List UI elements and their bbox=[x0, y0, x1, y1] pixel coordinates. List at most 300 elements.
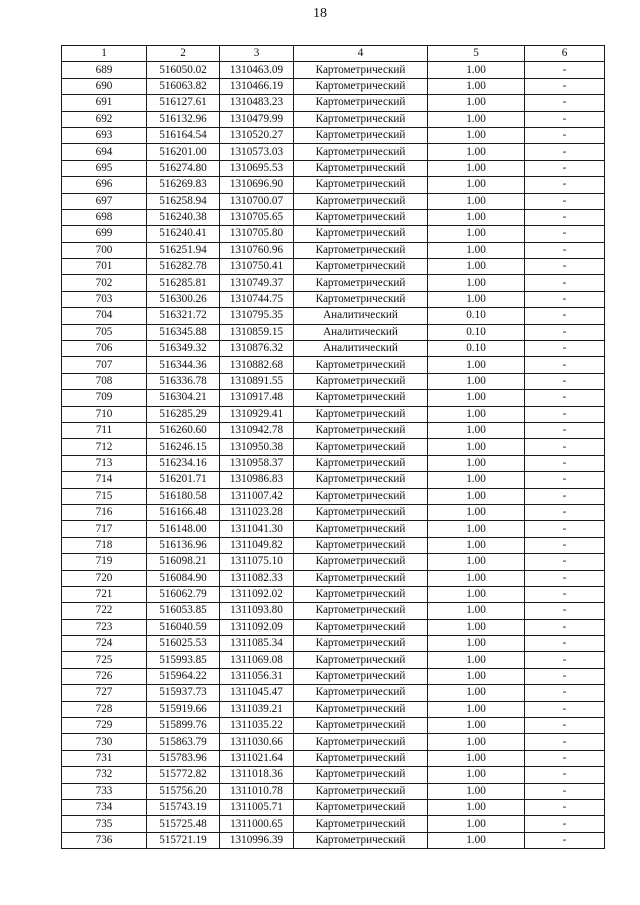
table-row bbox=[62, 537, 605, 553]
accuracy-cell: 1.00 bbox=[428, 275, 525, 291]
method-cell: Картометрический bbox=[294, 783, 428, 799]
x-coordinate-cell: 516349.32 bbox=[147, 341, 220, 357]
x-coordinate-cell: 516025.53 bbox=[147, 636, 220, 652]
x-coordinate-cell: 516304.21 bbox=[147, 390, 220, 406]
note-cell: - bbox=[525, 308, 605, 324]
x-coordinate-cell: 516336.78 bbox=[147, 373, 220, 389]
y-coordinate-cell: 1311049.82 bbox=[220, 537, 294, 553]
column-header: 4 bbox=[294, 46, 428, 62]
note-cell: - bbox=[525, 226, 605, 242]
note-cell: - bbox=[525, 734, 605, 750]
table-row bbox=[62, 750, 605, 766]
table-row bbox=[62, 504, 605, 520]
method-cell: Картометрический bbox=[294, 685, 428, 701]
table-row bbox=[62, 144, 605, 160]
y-coordinate-cell: 1311041.30 bbox=[220, 521, 294, 537]
table-row bbox=[62, 406, 605, 422]
accuracy-cell: 1.00 bbox=[428, 111, 525, 127]
table-row bbox=[62, 685, 605, 701]
y-coordinate-cell: 1310859.15 bbox=[220, 324, 294, 340]
point-number-cell: 693 bbox=[62, 127, 147, 143]
note-cell: - bbox=[525, 832, 605, 848]
y-coordinate-cell: 1311082.33 bbox=[220, 570, 294, 586]
point-number-cell: 722 bbox=[62, 603, 147, 619]
y-coordinate-cell: 1311085.34 bbox=[220, 636, 294, 652]
y-coordinate-cell: 1311018.36 bbox=[220, 767, 294, 783]
accuracy-cell: 1.00 bbox=[428, 78, 525, 94]
accuracy-cell: 1.00 bbox=[428, 373, 525, 389]
x-coordinate-cell: 516136.96 bbox=[147, 537, 220, 553]
point-number-cell: 735 bbox=[62, 816, 147, 832]
x-coordinate-cell: 516240.38 bbox=[147, 209, 220, 225]
x-coordinate-cell: 515743.19 bbox=[147, 799, 220, 815]
method-cell: Картометрический bbox=[294, 177, 428, 193]
note-cell: - bbox=[525, 95, 605, 111]
note-cell: - bbox=[525, 275, 605, 291]
accuracy-cell: 1.00 bbox=[428, 734, 525, 750]
note-cell: - bbox=[525, 668, 605, 684]
point-number-cell: 702 bbox=[62, 275, 147, 291]
x-coordinate-cell: 515899.76 bbox=[147, 718, 220, 734]
y-coordinate-cell: 1311030.66 bbox=[220, 734, 294, 750]
method-cell: Картометрический bbox=[294, 767, 428, 783]
method-cell: Картометрический bbox=[294, 750, 428, 766]
accuracy-cell: 1.00 bbox=[428, 259, 525, 275]
method-cell: Картометрический bbox=[294, 406, 428, 422]
point-number-cell: 698 bbox=[62, 209, 147, 225]
y-coordinate-cell: 1310958.37 bbox=[220, 455, 294, 471]
column-header: 5 bbox=[428, 46, 525, 62]
note-cell: - bbox=[525, 291, 605, 307]
point-number-cell: 704 bbox=[62, 308, 147, 324]
x-coordinate-cell: 516201.00 bbox=[147, 144, 220, 160]
point-number-cell: 711 bbox=[62, 422, 147, 438]
point-number-cell: 699 bbox=[62, 226, 147, 242]
point-number-cell: 703 bbox=[62, 291, 147, 307]
x-coordinate-cell: 516269.83 bbox=[147, 177, 220, 193]
method-cell: Картометрический bbox=[294, 554, 428, 570]
y-coordinate-cell: 1310463.09 bbox=[220, 62, 294, 78]
table-row bbox=[62, 734, 605, 750]
accuracy-cell: 1.00 bbox=[428, 242, 525, 258]
method-cell: Аналитический bbox=[294, 324, 428, 340]
method-cell: Картометрический bbox=[294, 95, 428, 111]
x-coordinate-cell: 516345.88 bbox=[147, 324, 220, 340]
table-header-row bbox=[62, 46, 605, 62]
method-cell: Картометрический bbox=[294, 390, 428, 406]
method-cell: Картометрический bbox=[294, 652, 428, 668]
note-cell: - bbox=[525, 406, 605, 422]
point-number-cell: 733 bbox=[62, 783, 147, 799]
table-row bbox=[62, 62, 605, 78]
accuracy-cell: 1.00 bbox=[428, 439, 525, 455]
table-row bbox=[62, 570, 605, 586]
accuracy-cell: 1.00 bbox=[428, 586, 525, 602]
accuracy-cell: 1.00 bbox=[428, 619, 525, 635]
note-cell: - bbox=[525, 504, 605, 520]
table-row bbox=[62, 78, 605, 94]
point-number-cell: 707 bbox=[62, 357, 147, 373]
table-row bbox=[62, 668, 605, 684]
x-coordinate-cell: 515725.48 bbox=[147, 816, 220, 832]
accuracy-cell: 1.00 bbox=[428, 668, 525, 684]
table-row bbox=[62, 357, 605, 373]
accuracy-cell: 0.10 bbox=[428, 308, 525, 324]
note-cell: - bbox=[525, 718, 605, 734]
note-cell: - bbox=[525, 160, 605, 176]
point-number-cell: 732 bbox=[62, 767, 147, 783]
x-coordinate-cell: 516300.26 bbox=[147, 291, 220, 307]
note-cell: - bbox=[525, 455, 605, 471]
accuracy-cell: 1.00 bbox=[428, 160, 525, 176]
note-cell: - bbox=[525, 78, 605, 94]
table-row bbox=[62, 701, 605, 717]
accuracy-cell: 1.00 bbox=[428, 718, 525, 734]
x-coordinate-cell: 516282.78 bbox=[147, 259, 220, 275]
note-cell: - bbox=[525, 209, 605, 225]
point-number-cell: 696 bbox=[62, 177, 147, 193]
x-coordinate-cell: 516260.60 bbox=[147, 422, 220, 438]
method-cell: Картометрический bbox=[294, 78, 428, 94]
point-number-cell: 734 bbox=[62, 799, 147, 815]
table-row bbox=[62, 718, 605, 734]
accuracy-cell: 1.00 bbox=[428, 750, 525, 766]
y-coordinate-cell: 1311000.65 bbox=[220, 816, 294, 832]
method-cell: Картометрический bbox=[294, 226, 428, 242]
method-cell: Картометрический bbox=[294, 619, 428, 635]
y-coordinate-cell: 1311023.28 bbox=[220, 504, 294, 520]
point-number-cell: 727 bbox=[62, 685, 147, 701]
table-row bbox=[62, 619, 605, 635]
point-number-cell: 729 bbox=[62, 718, 147, 734]
point-number-cell: 710 bbox=[62, 406, 147, 422]
accuracy-cell: 1.00 bbox=[428, 783, 525, 799]
y-coordinate-cell: 1311093.80 bbox=[220, 603, 294, 619]
point-number-cell: 723 bbox=[62, 619, 147, 635]
y-coordinate-cell: 1310986.83 bbox=[220, 472, 294, 488]
point-number-cell: 691 bbox=[62, 95, 147, 111]
note-cell: - bbox=[525, 177, 605, 193]
x-coordinate-cell: 516258.94 bbox=[147, 193, 220, 209]
method-cell: Картометрический bbox=[294, 291, 428, 307]
method-cell: Картометрический bbox=[294, 242, 428, 258]
accuracy-cell: 1.00 bbox=[428, 488, 525, 504]
point-number-cell: 712 bbox=[62, 439, 147, 455]
y-coordinate-cell: 1310942.78 bbox=[220, 422, 294, 438]
method-cell: Картометрический bbox=[294, 357, 428, 373]
note-cell: - bbox=[525, 144, 605, 160]
y-coordinate-cell: 1311021.64 bbox=[220, 750, 294, 766]
note-cell: - bbox=[525, 554, 605, 570]
x-coordinate-cell: 516132.96 bbox=[147, 111, 220, 127]
method-cell: Картометрический bbox=[294, 455, 428, 471]
table-row bbox=[62, 111, 605, 127]
point-number-cell: 701 bbox=[62, 259, 147, 275]
note-cell: - bbox=[525, 652, 605, 668]
point-number-cell: 706 bbox=[62, 341, 147, 357]
y-coordinate-cell: 1310483.23 bbox=[220, 95, 294, 111]
y-coordinate-cell: 1310950.38 bbox=[220, 439, 294, 455]
note-cell: - bbox=[525, 422, 605, 438]
accuracy-cell: 1.00 bbox=[428, 209, 525, 225]
table-row bbox=[62, 341, 605, 357]
note-cell: - bbox=[525, 62, 605, 78]
table-row bbox=[62, 799, 605, 815]
y-coordinate-cell: 1310795.35 bbox=[220, 308, 294, 324]
x-coordinate-cell: 516098.21 bbox=[147, 554, 220, 570]
table-row bbox=[62, 127, 605, 143]
x-coordinate-cell: 516240.41 bbox=[147, 226, 220, 242]
table-row bbox=[62, 95, 605, 111]
point-number-cell: 719 bbox=[62, 554, 147, 570]
point-number-cell: 709 bbox=[62, 390, 147, 406]
note-cell: - bbox=[525, 341, 605, 357]
x-coordinate-cell: 515772.82 bbox=[147, 767, 220, 783]
column-header: 2 bbox=[147, 46, 220, 62]
x-coordinate-cell: 515993.85 bbox=[147, 652, 220, 668]
y-coordinate-cell: 1310750.41 bbox=[220, 259, 294, 275]
accuracy-cell: 1.00 bbox=[428, 95, 525, 111]
table-row bbox=[62, 390, 605, 406]
x-coordinate-cell: 516053.85 bbox=[147, 603, 220, 619]
method-cell: Картометрический bbox=[294, 832, 428, 848]
note-cell: - bbox=[525, 127, 605, 143]
note-cell: - bbox=[525, 603, 605, 619]
accuracy-cell: 1.00 bbox=[428, 406, 525, 422]
y-coordinate-cell: 1311035.22 bbox=[220, 718, 294, 734]
accuracy-cell: 1.00 bbox=[428, 193, 525, 209]
table-row bbox=[62, 488, 605, 504]
point-number-cell: 716 bbox=[62, 504, 147, 520]
x-coordinate-cell: 516274.80 bbox=[147, 160, 220, 176]
x-coordinate-cell: 516166.48 bbox=[147, 504, 220, 520]
point-number-cell: 689 bbox=[62, 62, 147, 78]
x-coordinate-cell: 516040.59 bbox=[147, 619, 220, 635]
accuracy-cell: 0.10 bbox=[428, 341, 525, 357]
accuracy-cell: 1.00 bbox=[428, 357, 525, 373]
note-cell: - bbox=[525, 472, 605, 488]
note-cell: - bbox=[525, 521, 605, 537]
x-coordinate-cell: 516285.81 bbox=[147, 275, 220, 291]
method-cell: Картометрический bbox=[294, 62, 428, 78]
x-coordinate-cell: 515756.20 bbox=[147, 783, 220, 799]
method-cell: Картометрический bbox=[294, 193, 428, 209]
note-cell: - bbox=[525, 373, 605, 389]
method-cell: Аналитический bbox=[294, 341, 428, 357]
table-row bbox=[62, 652, 605, 668]
table-row bbox=[62, 832, 605, 848]
method-cell: Картометрический bbox=[294, 816, 428, 832]
method-cell: Картометрический bbox=[294, 439, 428, 455]
y-coordinate-cell: 1311092.09 bbox=[220, 619, 294, 635]
table-row bbox=[62, 259, 605, 275]
table-row bbox=[62, 603, 605, 619]
note-cell: - bbox=[525, 750, 605, 766]
accuracy-cell: 1.00 bbox=[428, 636, 525, 652]
method-cell: Картометрический bbox=[294, 799, 428, 815]
note-cell: - bbox=[525, 537, 605, 553]
y-coordinate-cell: 1311039.21 bbox=[220, 701, 294, 717]
y-coordinate-cell: 1310929.41 bbox=[220, 406, 294, 422]
note-cell: - bbox=[525, 783, 605, 799]
y-coordinate-cell: 1310882.68 bbox=[220, 357, 294, 373]
table-row bbox=[62, 275, 605, 291]
accuracy-cell: 1.00 bbox=[428, 685, 525, 701]
note-cell: - bbox=[525, 816, 605, 832]
point-number-cell: 717 bbox=[62, 521, 147, 537]
x-coordinate-cell: 516164.54 bbox=[147, 127, 220, 143]
coordinates-table bbox=[61, 45, 605, 849]
x-coordinate-cell: 516285.29 bbox=[147, 406, 220, 422]
method-cell: Картометрический bbox=[294, 127, 428, 143]
y-coordinate-cell: 1310749.37 bbox=[220, 275, 294, 291]
y-coordinate-cell: 1311010.78 bbox=[220, 783, 294, 799]
point-number-cell: 697 bbox=[62, 193, 147, 209]
note-cell: - bbox=[525, 636, 605, 652]
point-number-cell: 695 bbox=[62, 160, 147, 176]
x-coordinate-cell: 516084.90 bbox=[147, 570, 220, 586]
y-coordinate-cell: 1311007.42 bbox=[220, 488, 294, 504]
table-row bbox=[62, 422, 605, 438]
table-row bbox=[62, 373, 605, 389]
x-coordinate-cell: 516062.79 bbox=[147, 586, 220, 602]
x-coordinate-cell: 516321.72 bbox=[147, 308, 220, 324]
method-cell: Картометрический bbox=[294, 488, 428, 504]
accuracy-cell: 1.00 bbox=[428, 603, 525, 619]
note-cell: - bbox=[525, 570, 605, 586]
accuracy-cell: 1.00 bbox=[428, 504, 525, 520]
method-cell: Картометрический bbox=[294, 718, 428, 734]
method-cell: Картометрический bbox=[294, 586, 428, 602]
y-coordinate-cell: 1310876.32 bbox=[220, 341, 294, 357]
method-cell: Картометрический bbox=[294, 144, 428, 160]
point-number-cell: 700 bbox=[62, 242, 147, 258]
point-number-cell: 728 bbox=[62, 701, 147, 717]
accuracy-cell: 1.00 bbox=[428, 767, 525, 783]
column-header: 6 bbox=[525, 46, 605, 62]
point-number-cell: 715 bbox=[62, 488, 147, 504]
y-coordinate-cell: 1310705.65 bbox=[220, 209, 294, 225]
table-row bbox=[62, 226, 605, 242]
note-cell: - bbox=[525, 324, 605, 340]
note-cell: - bbox=[525, 259, 605, 275]
y-coordinate-cell: 1311075.10 bbox=[220, 554, 294, 570]
accuracy-cell: 1.00 bbox=[428, 127, 525, 143]
accuracy-cell: 1.00 bbox=[428, 521, 525, 537]
note-cell: - bbox=[525, 193, 605, 209]
y-coordinate-cell: 1311005.71 bbox=[220, 799, 294, 815]
accuracy-cell: 1.00 bbox=[428, 390, 525, 406]
point-number-cell: 720 bbox=[62, 570, 147, 586]
x-coordinate-cell: 516251.94 bbox=[147, 242, 220, 258]
table-row bbox=[62, 455, 605, 471]
x-coordinate-cell: 516246.15 bbox=[147, 439, 220, 455]
point-number-cell: 714 bbox=[62, 472, 147, 488]
method-cell: Картометрический bbox=[294, 422, 428, 438]
table-row bbox=[62, 636, 605, 652]
x-coordinate-cell: 516344.36 bbox=[147, 357, 220, 373]
y-coordinate-cell: 1311045.47 bbox=[220, 685, 294, 701]
point-number-cell: 690 bbox=[62, 78, 147, 94]
table-body bbox=[62, 62, 605, 849]
accuracy-cell: 1.00 bbox=[428, 144, 525, 160]
table-row bbox=[62, 324, 605, 340]
table-row bbox=[62, 291, 605, 307]
accuracy-cell: 1.00 bbox=[428, 652, 525, 668]
method-cell: Картометрический bbox=[294, 160, 428, 176]
x-coordinate-cell: 516148.00 bbox=[147, 521, 220, 537]
point-number-cell: 708 bbox=[62, 373, 147, 389]
x-coordinate-cell: 516050.02 bbox=[147, 62, 220, 78]
table-row bbox=[62, 767, 605, 783]
x-coordinate-cell: 516063.82 bbox=[147, 78, 220, 94]
y-coordinate-cell: 1310466.19 bbox=[220, 78, 294, 94]
table-row bbox=[62, 783, 605, 799]
y-coordinate-cell: 1311092.02 bbox=[220, 586, 294, 602]
x-coordinate-cell: 516234.16 bbox=[147, 455, 220, 471]
point-number-cell: 736 bbox=[62, 832, 147, 848]
table-row bbox=[62, 209, 605, 225]
x-coordinate-cell: 515964.22 bbox=[147, 668, 220, 684]
x-coordinate-cell: 516127.61 bbox=[147, 95, 220, 111]
y-coordinate-cell: 1310705.80 bbox=[220, 226, 294, 242]
accuracy-cell: 1.00 bbox=[428, 799, 525, 815]
accuracy-cell: 1.00 bbox=[428, 291, 525, 307]
point-number-cell: 726 bbox=[62, 668, 147, 684]
note-cell: - bbox=[525, 439, 605, 455]
accuracy-cell: 1.00 bbox=[428, 570, 525, 586]
table-row bbox=[62, 816, 605, 832]
table-row bbox=[62, 472, 605, 488]
method-cell: Картометрический bbox=[294, 504, 428, 520]
note-cell: - bbox=[525, 357, 605, 373]
accuracy-cell: 1.00 bbox=[428, 422, 525, 438]
x-coordinate-cell: 515937.73 bbox=[147, 685, 220, 701]
method-cell: Картометрический bbox=[294, 668, 428, 684]
x-coordinate-cell: 515919.66 bbox=[147, 701, 220, 717]
method-cell: Аналитический bbox=[294, 308, 428, 324]
accuracy-cell: 1.00 bbox=[428, 62, 525, 78]
accuracy-cell: 1.00 bbox=[428, 472, 525, 488]
method-cell: Картометрический bbox=[294, 636, 428, 652]
accuracy-cell: 1.00 bbox=[428, 537, 525, 553]
method-cell: Картометрический bbox=[294, 734, 428, 750]
method-cell: Картометрический bbox=[294, 570, 428, 586]
accuracy-cell: 1.00 bbox=[428, 701, 525, 717]
y-coordinate-cell: 1310700.07 bbox=[220, 193, 294, 209]
y-coordinate-cell: 1311056.31 bbox=[220, 668, 294, 684]
accuracy-cell: 0.10 bbox=[428, 324, 525, 340]
point-number-cell: 721 bbox=[62, 586, 147, 602]
y-coordinate-cell: 1310996.39 bbox=[220, 832, 294, 848]
point-number-cell: 731 bbox=[62, 750, 147, 766]
method-cell: Картометрический bbox=[294, 472, 428, 488]
method-cell: Картометрический bbox=[294, 373, 428, 389]
accuracy-cell: 1.00 bbox=[428, 226, 525, 242]
y-coordinate-cell: 1311069.08 bbox=[220, 652, 294, 668]
method-cell: Картометрический bbox=[294, 701, 428, 717]
y-coordinate-cell: 1310520.27 bbox=[220, 127, 294, 143]
table-row bbox=[62, 242, 605, 258]
method-cell: Картометрический bbox=[294, 111, 428, 127]
note-cell: - bbox=[525, 701, 605, 717]
y-coordinate-cell: 1310917.48 bbox=[220, 390, 294, 406]
accuracy-cell: 1.00 bbox=[428, 177, 525, 193]
table-row bbox=[62, 177, 605, 193]
page-number: 18 bbox=[313, 6, 327, 21]
point-number-cell: 694 bbox=[62, 144, 147, 160]
point-number-cell: 718 bbox=[62, 537, 147, 553]
